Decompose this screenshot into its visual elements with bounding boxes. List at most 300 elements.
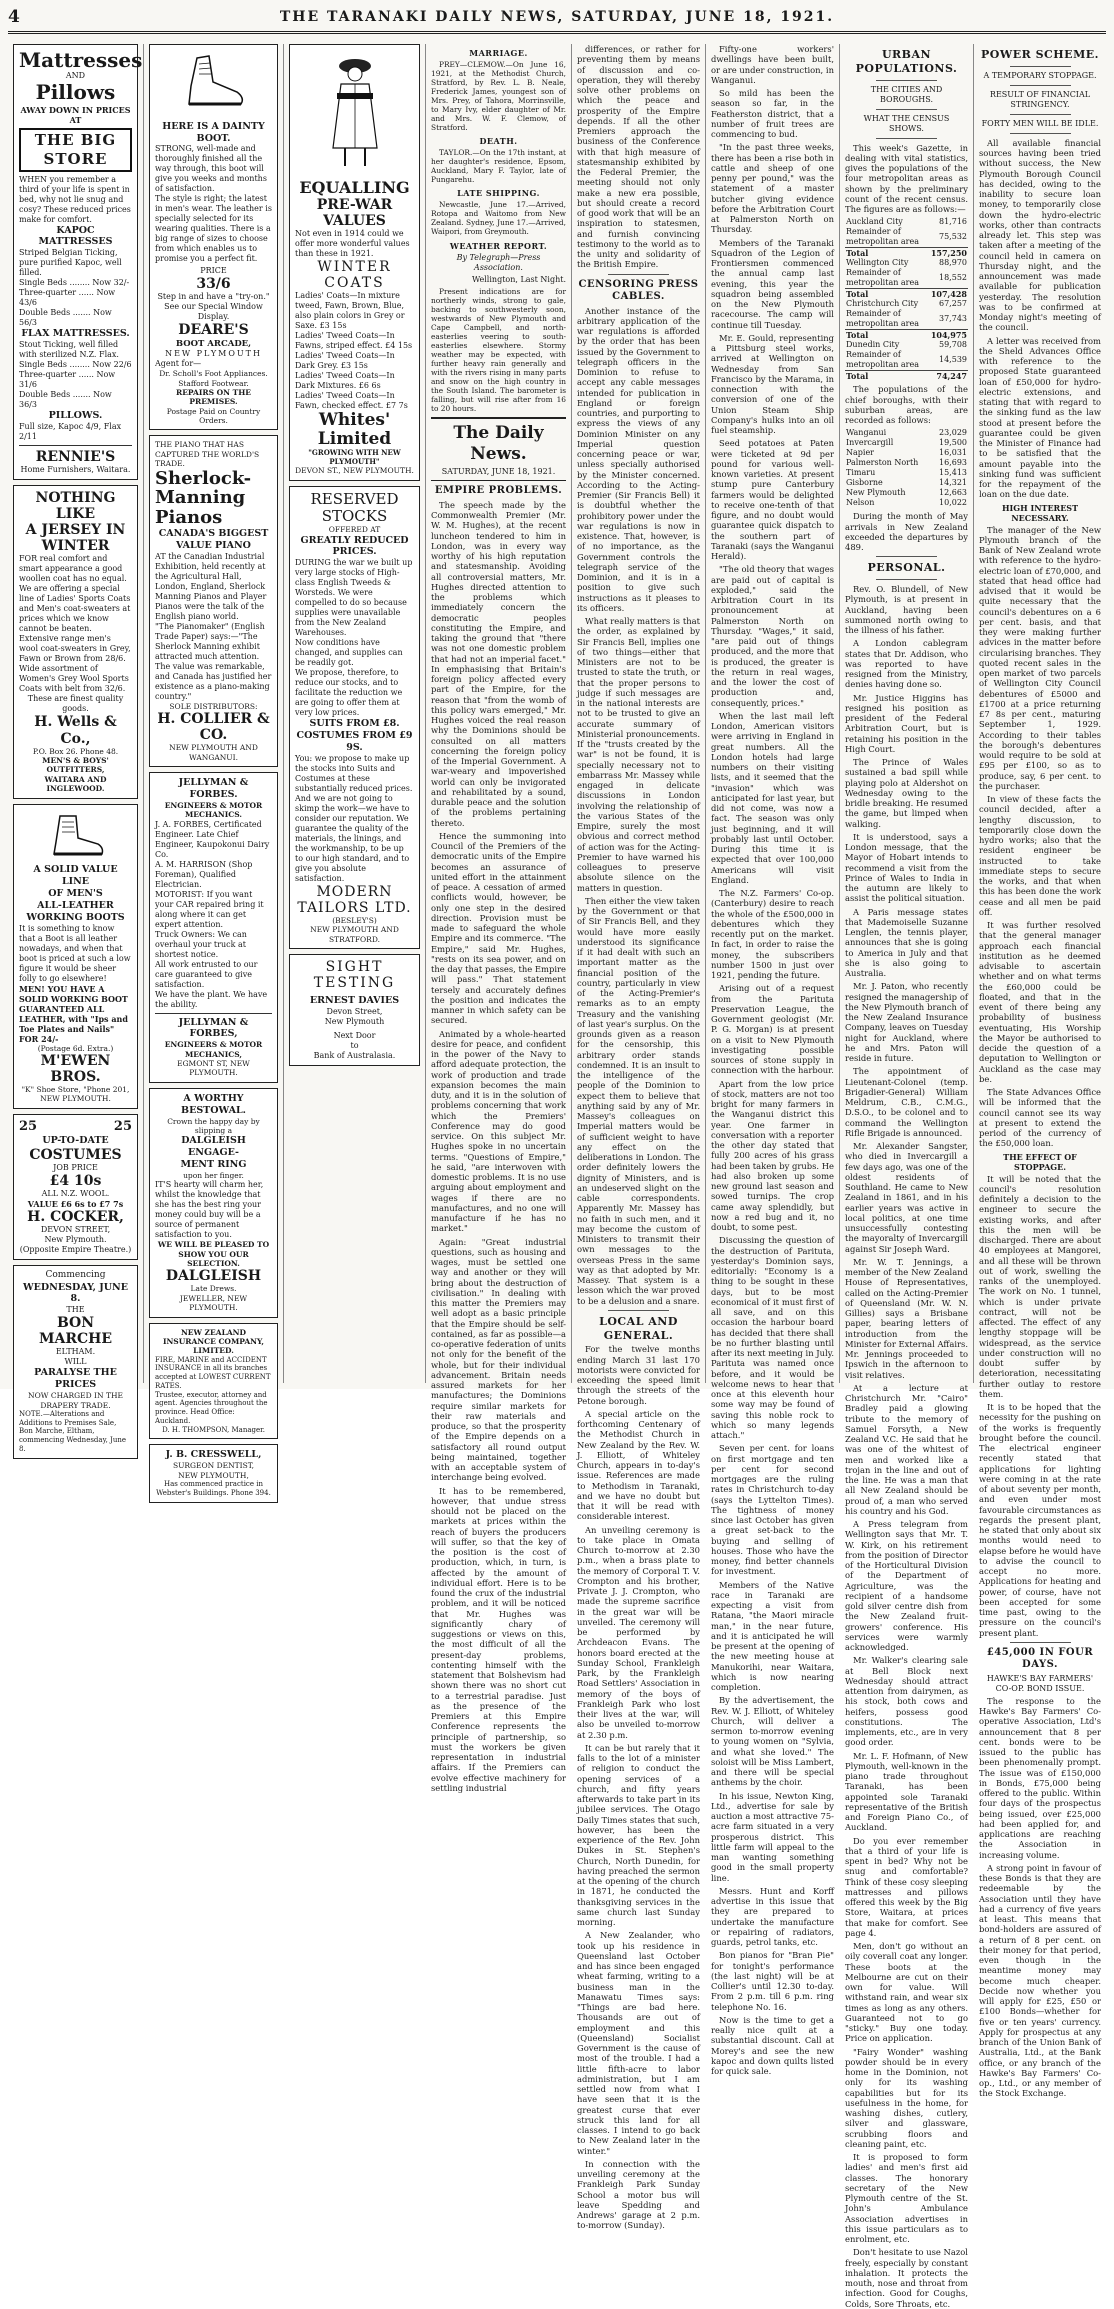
ad-text: SOLE DISTRIBUTORS: (169, 701, 258, 711)
ad-heading: EQUALLING (299, 177, 410, 197)
table-row (845, 371, 968, 382)
article-paragraph: Arising out of a request from the Parituta Preservation League, the Government geologist (Mr. P. G. Morgan) is at present on a visit to New Plymouth investigating possible sources of stone supply in connection with the harbour. (711, 983, 834, 1076)
table-row (845, 428, 968, 438)
population-table (845, 217, 968, 381)
ad-text: PRICE (200, 266, 227, 276)
article-paragraph: An unveiling ceremony is to take place in Omata Church to-morrow at 2.30 p.m., when a brass plate to the memory of Corporal T. V. Crompton and his brother, Private J. J. Crompton, who made the supreme sacrifice in the great war will be unveiled. The ceremony will be performed by Archdeacon Evans. The honors board erected at the Sunday School, Frankleigh Park, by the Frankleigh Road Settlers' Association in memory of the boys of Frankleigh Park who lost their lives at the war, will also be unveiled to-morrow at 2.30 p.m. (577, 1524, 700, 1740)
table-cell-value: 14,539 (939, 355, 967, 365)
table-cell-name: Remainder of metropolitan area (846, 268, 920, 288)
ad-text: AT the Canadian Industrial Exhibition, held recently at the Agricultural Hall, London, England, Sherlock Manning Pianos and Player Pianos were the talk of the English piano world. (155, 551, 267, 621)
ad-text: Agent for— (155, 359, 202, 369)
article-paragraph: Again: "Great industrial questions, such as housing and wages, must be settled one way and another or they will bring about the destruction of civilisation." In dealing with this matter the Premiers may well adopt as a basic principle that the Empire should be self-contained, as far as possible—a co-operative federation of units not only for the benefit of the whole, but for their individual advancement. Britain needs assured markets for her manufactures; the Dominions require similar markets for their raw materials and produce, so that the prosperity of the Empire depends on a satisfactory all round output being maintained, together with an acceptable system of interchange being evolved. (431, 1236, 566, 1483)
ad-subheading: KAPOC MATTRESSES (38, 224, 113, 248)
ad-heading: A WORTHY (183, 1092, 244, 1104)
ad-text: ELTHAM. (55, 1347, 96, 1357)
table-row (845, 498, 968, 508)
shop-name: H. COLLIER & CO. (157, 711, 270, 744)
ad-text: We propose, therefore, to reduce our stocks, and to facilitate the reduction we are going to offer them at very low prices. (295, 668, 403, 718)
table-cell-name: Total (845, 248, 930, 259)
article-paragraph: Apart from the low price of stock, matters are not too bright for many farmers in the Wanganui district this year. One farmer in conversation with a reporter the other day stated that fully 200 acres of his grass had been taken by grubs. He had also broken up some new ground last season and sowed turnips. The crop came away splendidly, but now a red bug and it, no doubt, to some pest. (711, 1078, 834, 1232)
shop-name: H. Wells & Co., (34, 714, 117, 747)
ad-text: WHEN you remember a third of your life is spent in bed, why not lie snug and cosy? These reduced prices make for comfort. (19, 174, 131, 224)
ad-text: ENGINEERS & MOTOR MECHANICS. (164, 800, 263, 820)
ad-text: See our Special Window Display. (164, 302, 263, 322)
ad-text: NOW CHARGED IN THE DRAPERY TRADE. (28, 1391, 123, 1410)
table-cell-value: 12,663 (939, 488, 967, 498)
shop-address: "K" Shoe Store, "Phone 201, NEW PLYMOUTH. (21, 1085, 130, 1104)
article-paragraph: The Prince of Wales sustained a bad spill while playing polo at Aldershot on Wednesday owing to the bridle breaking. He resumed the game, but limped when walking. (845, 757, 968, 829)
ad-heading: STOCKS (321, 506, 388, 525)
article-paragraph: Messrs. Hunt and Korff advertise in this issue that they are prepared to undertake the manufacture or repairing of radiators, guards, petrol tanks, etc. (711, 1885, 834, 1947)
article-paragraph: Fifty-one workers' dwellings have been built, or are under construction, in Wanganui. (711, 44, 834, 85)
ad-text: IT'S hearty will charm her, whilst the knowledge that she has the best ring your money could buy will be a source of permanent satisfaction to you. (155, 1180, 264, 1240)
ad-text: Striped Belgian Ticking, pure purified Kapoc, well filled. (19, 248, 122, 278)
article-paragraph: It can be but rarely that it falls to the lot of a minister of religion to conduct the opening services of a church, and fifty years afterwards to take part in its jubilee services. The Otago Daily Times states that such, however, has been the experience of the Rev. John Dukes in St. Stephen's Church, North Dunedin, for having preached the sermon at the opening of the church in 1871, he conducted the thanksgiving services in the same church last Sunday morning. (577, 1742, 700, 1927)
shop-address: New Plymouth. (44, 1235, 107, 1245)
ad-text: FIRE, MARINE and ACCIDENT INSURANCE in all its branches accepted at LOWEST CURRENT RATES. (155, 1355, 271, 1390)
ad-heading: A JERSEY IN (25, 522, 126, 539)
shoe-illustration (179, 52, 249, 114)
ad-heading: WINTER (41, 538, 110, 555)
table-cell-value: 104,975 (930, 330, 967, 341)
article-paragraph: Do you ever remember that a third of your life is spent in bed? Why not be snug and comfortable? Think of these cosy sleeping mattresses and pillows offered this week by the Big Store, Waitara, at prices that make for comfort. See page 4. (845, 1835, 968, 1938)
ad-subheading: FLAX MATTRESSES. (21, 328, 130, 340)
article-paragraph: In his issue, Newton King, Ltd., advertise for sale by auction a most attractive 75-acre farm situated in a very prosperous district. This little farm will appeal to the man wanting something good in the small property line. (711, 1790, 834, 1883)
ad-text: Late Drews. (190, 1284, 237, 1294)
article-subheading: THE EFFECT OF STOPPAGE. (1003, 1151, 1077, 1172)
article-paragraph: Men, don't go without an oily coverall coat any longer. These boots at the Melbourne are cut on their own for value. Will withstand rain, and wear six times as long as any others. Guaranteed not to go "sticky." Buy one today. Price on application. (845, 1941, 968, 2044)
shop-address: WAITARA AND INGLEWOOD. (44, 774, 107, 794)
ad-text: You: we propose to make up the stocks into Suits and Costumes at these substantially reduced prices. And we are not going to skimp the work—we have to consider our reputation. We guarantee the quality of the materials, the linings, and the workmanship, to be up to our high standard, and to give you absolute satisfaction. (295, 753, 413, 883)
ad-bon-marche (13, 1265, 138, 1458)
coat-line: Ladies' Tweed Coats—In Dark Grey. £3 15s (295, 351, 395, 371)
shop-name: H. COCKER, (27, 1209, 124, 1226)
table-cell-name: Remainder of metropolitan area (846, 350, 920, 370)
ad-text: WEDNESDAY, JUNE 8. (23, 1281, 128, 1305)
article-paragraph: A letter was received from the Sheld Advances Office with reference to the proposed State guaranteed loan of £50,000 for hydro-electric extensions, and stating that with regard to the sinking fund as the law stood at present before the guarantee could be given the Minister of Finance had to be satisfied that the amount payable into the sinking fund was sufficient for the repayment of the loan on the due date. (979, 335, 1101, 500)
article-paragraph: The N.Z. Farmers' Co-op. (Canterbury) desire to reach the whole of the £500,000 in debentures which they recently put on the market. In fact, in order to raise the money, the subscribers number 1500 in just over 1921, pending the future. (711, 888, 834, 980)
shop-address: DEVON ST., NEW PLYMOUTH. (295, 466, 414, 476)
article-heading: £45,000 IN FOUR DAYS. (986, 1646, 1094, 1671)
article-paragraph: It has to be remembered, however, that undue stress should not be placed on the markets at prices within the reach of buyers the producers will suffer, so that the key of the position is the cost of production, which, in turn, is affected by the amount of individual effort. Here is to be found the crux of the industrial problem, and it will be noticed that Mr. Hughes was significantly chary of suggestions or views on this, the most difficult of all the present-day problems, contenting himself with the statement that Bolshevism had shown there was no short cut to a terrestrial paradise. Just as the presence of the Premiers at this Empire Conference represents the principle of partnership, so must the workers be given representation in industrial affairs. If the Premiers can evolve effective machinery for settling industrial (431, 1485, 566, 1793)
article-paragraph: Animated by a whole-hearted desire for peace, and confident in the power of the Navy to afford adequate protection, the work of production and trade expansion becomes the main duty, and it is in the solution of problems concerning that work which the Premiers' Conference may do good service. On this subject Mr. Hughes spoke in no uncertain terms. "Questions of Empire," he said, "are interwoven with domestic problems. It is no use arguing about employment and wages if there are no manufactures, and no one will manufacture if he has no market." (431, 1028, 566, 1234)
ad-text: NEW PLYMOUTH, (178, 1470, 249, 1480)
ad-text: Step in and have a "try-on." (157, 292, 270, 302)
table-cell-name: Dunedin City (846, 340, 900, 350)
article-paragraph: Members of the Native race in Taranaki are expecting a visit from Ratana, "the Maori miracle man," in the near future, and it is anticipated he will be present at the opening of the new meeting house at Manukorihi, near Waitara, which is now nearing completion. (711, 1579, 834, 1692)
ad-heading: Sherlock- (155, 467, 252, 489)
column-4 (426, 44, 572, 1793)
shop-address: MEN'S & BOYS' OUTFITTERS, (42, 756, 109, 775)
coat-line: Ladies' Tweed Coats—In Fawns, striped effect. £4 15s (295, 331, 413, 351)
article-paragraph: A Paris message states that Mademoiselle Suzanne Lenglen, the tennis player, announces that she is going to America in July and that she is also going to Australia. (845, 906, 968, 978)
article-paragraph: Rev. O. Blundell, of New Plymouth, is at present in Auckland, having been summoned north owing to the illness of his father. (845, 584, 968, 635)
table-row (845, 458, 968, 468)
ad-text: THE (66, 1305, 85, 1315)
ad-number: 25 (19, 1118, 38, 1134)
newspaper-title: The Daily News. (453, 422, 544, 465)
ad-text: Postage Paid on Country Orders. (166, 406, 261, 426)
table-row (845, 289, 968, 300)
ad-text: Not even in 1914 could we offer more wonderful values than these in 1921. (295, 229, 410, 259)
price-line: Single Beds ........ Now 32/- (19, 278, 130, 288)
price-line: Double Beds ....... Now 56/3 (19, 308, 112, 328)
article-paragraph: The State Advances Office will be informed that the council cannot see its way at present to extend the period of the currency of the £50,000 loan. (979, 1087, 1101, 1149)
ad-text: Crown the happy day by slipping a (167, 1116, 260, 1135)
table-cell-name: Gisborne (846, 478, 883, 488)
table-cell-value: 59,708 (939, 340, 967, 350)
masthead-title: THE TARANAKI DAILY NEWS, SATURDAY, JUNE 18, 1921. (279, 8, 835, 25)
price: SUITS FROM £8. (309, 718, 400, 730)
ad-text: MOTORIST: If you want your CAR repaired bring it along where it can get expert attention. (155, 889, 264, 929)
ad-text: All work entrusted to our care guaranteed to give satisfaction. (155, 959, 258, 989)
price: COSTUMES FROM £9 9S. (296, 730, 413, 754)
notice-text: TAYLOR.—On the 17th instant, at her daughter's residence, Epsom, Auckland, Mary F. Taylor, late of Pungarehu. (431, 148, 566, 185)
table-cell-name: Total (845, 330, 930, 341)
ad-heading: A SOLID VALUE LINE (33, 864, 118, 888)
ad-text: ALL N.Z. WOOL. (41, 1189, 110, 1199)
section-heading: WEATHER REPORT. (449, 240, 548, 251)
ad-text: REPAIRS ON THE PREMISES. (175, 387, 251, 407)
article-paragraph: "Fairy Wonder" washing powder should be in every home in the Dominion, not only for its washing capabilities but for its usefulness in the home, for washing dishes, cutlery, silver and glassware, scrubbing floors and cleaning paint, etc. (845, 2046, 968, 2149)
table-cell-name: Remainder of metropolitan area (846, 309, 920, 329)
table-cell-value: 157,250 (930, 248, 967, 259)
shop-name: RENNIE'S (35, 449, 116, 465)
table-row (845, 478, 968, 488)
article-paragraph: Mr. Walker's clearing sale at Bell Block next Wednesday should attract attention from dairymen, as his stock, both cows and heifers, possess good constitutions. The implements, etc., are in very good order. (845, 1655, 968, 1748)
article-paragraph: A Press telegram from Wellington says that Mr. T. W. Kirk, on his retirement from the position of Director of the Horticultural Division of the Department of Agriculture, was the recipient of a handsome gold silver centre dish from the New Zealand fruit-growers' conference. His services were warmly acknowledged. (845, 1519, 968, 1652)
ad-heading: NOTHING LIKE (35, 490, 116, 523)
ad-heading: OF MEN'S (48, 887, 103, 899)
ad-text: STRONG, well-made and thoroughly finished all the way through, this boot will give you weeks and months of satisfaction. (155, 144, 267, 194)
article-paragraph: The manager of the New Plymouth branch of the Bank of New Zealand wrote with reference to the hydro-electric loan of £70,000, and stated that head office had advised that it would be quite necessary that the council's debentures on a 6 per cent. basis, and that they were making further advices in the matter before circularising branches. They quoted recent sales in the open market of two parcels of Wellington City Council debentures of £5000 and £1700 at a price returning £7 8s per cent., maturing September 1, 1929. According to their tables the borough's debentures would require to be sold at £95 per £100, so as to produce, say, 6 per cent. to the purchaser. (979, 524, 1101, 791)
table-cell-value: 19,500 (939, 438, 967, 448)
ad-text: D. H. THOMPSON, Manager. (162, 1425, 265, 1434)
byline: By Telegraph—Press Association. (456, 252, 541, 272)
shop-address: EGMONT ST, NEW PLYMOUTH. (177, 1059, 250, 1078)
borough-table (845, 428, 968, 508)
price-line: Full size, Kapoc 4/9, Flax 2/11 (19, 422, 122, 441)
table-cell-value: 67,257 (939, 299, 967, 309)
column-2 (144, 44, 284, 1497)
woman-in-coat-illustration (315, 52, 395, 172)
article-paragraph: Then either the view taken by the Government or that of Sir Francis Bell, and they would have more easily understood its significance if it had dealt with such an important matter as the financial position of the country, particularly in view of the Acting-Premier's remarks as to an empty Treasury and the vanishing of last year's surplus. On the grounds given as a reason for the censorship, this arbitrary order stands condemned. It is an insult to the intelligence of the people of the Dominion to expect them to believe that anything said by any of Mr. Massey's colleagues on Imperial matters would be of sufficient weight to have any effect on the deliberations in London. The order definitely lowers the dignity of Ministers, and is an undeserved slight on the cable correspondents. Apparently Mr. Massey has no faith in such men, and it may become the custom of Ministers to transmit their own messages to the overseas Press in the same way as that adopted by Mr. Massey. That system is a lesson which the war proved to be a delusion and a snare. (577, 895, 700, 1306)
ad-heading: BESTOWAL. (181, 1104, 246, 1116)
ad-text: UP-TO-DATE (42, 1135, 109, 1147)
table-row (845, 438, 968, 448)
ad-text: ENGINEERS & MOTOR MECHANICS, (164, 1040, 263, 1059)
table-cell-value: 74,247 (930, 371, 968, 382)
table-cell-value: 37,743 (939, 314, 967, 324)
ad-mcewen (13, 804, 138, 1109)
ad-text: upon her finger. (183, 1170, 244, 1180)
section-heading: DEATH. (479, 136, 518, 147)
ad-text: The style is right; the latest in men's wear. The leather is specially selected for its wearing qualities. There is a big range of sizes to choose from which enables us to promise you a perfect fit. (155, 194, 272, 264)
ad-text: to (350, 1041, 359, 1051)
article-paragraph: A strong point in favour of these Bonds is that they are redeemable by the Association until they have had a currency of five years at least. This means that bond-holders are assured of a return of 8 per cent. on their money for that period, even though in the meantime money may become much cheaper. Decide now whether you will apply for £25, £50 or £100 Bonds—whether for five or ten years' currency. Apply for prospectus at any branch of the Union Bank of Australia, Ltd., at the Bank office, or any branch of the Hawke's Bay Farmers' Co-op., Ltd., or any member of the Stock Exchange. (979, 1862, 1101, 2099)
table-cell-name: Total (845, 289, 930, 300)
dateline: Wellington, Last Night. (471, 274, 566, 284)
section-heading: LATE SHIPPING. (457, 188, 540, 199)
ad-text: SURGEON DENTIST, (172, 1461, 255, 1471)
notice-text: PREY—CLEMOW.—On June 16, 1921, at the Methodist Church, Stratford, by Rev. L. B. Neale, Frederick James, youngest son of Mrs. Prey, of Tahora, Morrinsville, to Mary Ivy, elder daughter of Mr. and Mrs. W. F. Clemow, of Stratford. (431, 60, 566, 133)
article-subheading: WHAT THE CENSUS SHOWS. (863, 113, 950, 133)
table-cell-value: 16,693 (939, 458, 967, 468)
ad-text: Has commenced practice in Webster's Buildings. Phone 394. (156, 1480, 271, 1497)
article-paragraph: All available financial sources having been tried without success, the New Plymouth Borough Council has decided, owing to the inability to secure loan money, to temporarily close down the hydro-electric works, other than contracts already let. This step was taken after a meeting of the council held in camera on Thursday night, and the announcement was made available for publication yesterday. The resolution was to be confirmed at Monday night's meeting of the council. (979, 137, 1101, 333)
ad-text: Commencing (45, 1270, 106, 1281)
ad-text: DALGLEISH (181, 1135, 246, 1147)
coat-line: Ladies' Tweed Coats—In Fawn, checked effect. £7 7s (295, 391, 408, 411)
shop-name: M'EWEN BROS. (40, 1052, 111, 1085)
article-paragraph: Hence the summoning into Council of the Premiers of the democratic units of the Empire becomes an assurance of united effort in the attainment of peace. A cessation of armed conflicts would, however, be only one step in the desired direction. Provision must be made to safeguard the whole Empire and its commerce. "The Empire," said Mr. Hughes, "rests on its sea power, and on the day that passes, the Empire will pass." That statement tersely and accurately defines the position and indicates the manner in which safety can be secured. (431, 830, 566, 1026)
table-cell-name: Christchurch City (846, 299, 919, 309)
ad-text: JOB PRICE (53, 1163, 98, 1173)
shop-address: WANGANUI. (189, 752, 238, 762)
table-row (845, 330, 968, 341)
ad-text: (BESLEY'S) (332, 916, 377, 926)
article-paragraph: It is to be hoped that the necessity for the pushing on of the works is frequently brought before the council. The electrical engineer recently stated that applications for lighting were coming in at the rate of about seventy per month, and even under most favourable circumstances as regards the present plant, he stated that only about six months would need to elapse before he would have to advise the council to accept no more. Applications for heating and power, of course, have not been accepted for some time past, owing to the pressure on the council's present plant. (979, 1402, 1101, 1638)
ad-text: Stout Ticking, well filled with sterilized N.Z. Flax. (19, 340, 119, 360)
ad-heading: TESTING (313, 975, 396, 992)
article-paragraph: In view of these facts the council decided, after a lengthy discussion, to temporarily close down the hydro works; also that the resident engineer be instructed to take immediate steps to secure the works, and that when this has been done the work cease and all men be paid off. (979, 794, 1101, 917)
table-cell-name: Auckland City (846, 217, 903, 227)
article-paragraph: It is understood, says a London message, that the Mayor of Hobart intends to recommend a visit from the Prince of Wales to India in the autumn are likely to assist the political situation. (845, 831, 968, 904)
ad-subheading: PILLOWS. (48, 410, 103, 422)
article-paragraph: The populations of the chief boroughs, with their suburban areas, are recorded as follows: (845, 384, 968, 425)
table-cell-value: 15,413 (939, 468, 967, 478)
ad-text: Trustee, executor, attorney and agent. Agencies throughout the province. Head Office: Auckland. (155, 1390, 268, 1425)
article-paragraph: Seven per cent. for loans on first mortgage and ten per cent for second mortgages are the ruling rates in Christchurch to-day (says the Lyttelton Times). The tightness of money since last October has given a great set-back to the buying and selling of houses. Those who have the money, find better channels for investment. (711, 1443, 834, 1577)
table-cell-value: 10,022 (939, 498, 967, 508)
table-row (845, 217, 968, 227)
article-paragraph: The speech made by the Commonwealth Premier (Mr. W. M. Hughes), at the recent luncheon tendered to him in London, was in every way worthy of his high reputation and statesmanship. Avoiding all controversial matters, Mr. Hughes directed attention to the problems which immediately concern the democratic peoples constituting the Empire, and taking the ground that "there was not one domestic problem that had not an imperial facet." In emphasising that Britain's foreign policy affected every part of the Empire, for the reason that "from the womb of this policy wars emerged," Mr. Hughes voiced the real reason why the Dominions should be consulted on all matters concerning the foreign policy of the Imperial Government. A war-weary and impoverished world can only be invigorated and rehabilitated by a sound, durable peace and the solution of the problems pertaining thereto. (431, 499, 566, 828)
shop-address: New Plymouth (324, 1017, 385, 1027)
article-subheading: A TEMPORARY STOPPAGE. (983, 70, 1097, 80)
article-paragraph: During the month of May arrivals in New Zealand exceeded the departures by 489. (845, 511, 968, 552)
article-heading: PERSONAL. (867, 561, 946, 575)
article-heading: CENSORING PRESS CABLES. (578, 278, 699, 302)
article-paragraph: When the last mail left London, American visitors were arriving in England in great numbers. All the London hotels had large numbers on their visiting lists, and it seemed that the "invasion" which was anticipated for last year, but did not come, was now a fact. The season was only just beginning, and it will probably last until October. During this time it is expected that over 100,000 Americans will visit England. (711, 710, 834, 885)
article-paragraph: This week's Gazette, in dealing with vital statistics, gives the populations of the four metropolitan areas as shown by the preliminary count of the recent census. The figures are as follows:— (845, 142, 968, 214)
shop-address: NEW PLYMOUTH AND (169, 743, 258, 753)
article-paragraph: By the advertisement, the Rev. W. J. Elliott, of Whiteley Church, will deliver a sermon to-morrow evening to young women on "Sylvia, and what she loved." The soloist will be Miss Lambert, and there will be special anthems by the choir. (711, 1695, 834, 1788)
shop-name: ERNEST DAVIES (309, 995, 400, 1007)
column-5 (572, 44, 706, 2231)
ad-text: Now conditions have changed, and supplies can be readily got. (295, 638, 403, 668)
article-paragraph: A special article on the forthcoming Centenary of the Methodist Church in New Zealand by the Rev. W. J. Elliott, of Whiteley Church, appears in to-day's issue. References are made to Methodism in Taranaki, and we have no doubt but that it will be read with considerable interest. (577, 1408, 700, 1522)
table-cell-name: New Plymouth (846, 488, 906, 498)
ad-text: AND (65, 71, 86, 80)
ad-heading: PRE-WAR VALUES (316, 197, 393, 230)
ad-heading: Pillows (35, 80, 116, 104)
ad-text: PARALYSE THE PRICES (34, 1367, 117, 1391)
ad-text: Next Door (333, 1031, 376, 1041)
ad-text: MEN! YOU HAVE A SOLID WORKING BOOT GUARANTEED ALL LEATHER, with "Ips and Toe Plates and Nails" FOR 24/- (19, 983, 128, 1044)
ad-text: Bank of Australasia. (313, 1051, 396, 1061)
article-paragraph: "The old theory that wages are paid out of capital is exploded," said the Arbitration Court in its pronouncement at Palmerston North on Thursday. "Wages," it said, "are paid out of things produced, and the more that is produced, the greater is the return in real wages, and the lower the cost of production and, consequently, prices." (711, 564, 834, 708)
ad-text: VALUE £6 6s to £7 7s (27, 1199, 124, 1210)
ad-heading: JELLYMAN & FORBES, (178, 1016, 249, 1040)
ad-heading: Manning (155, 487, 246, 509)
ad-heading: RESERVED (310, 489, 399, 508)
table-row (845, 309, 968, 330)
article-paragraph: Now is the time to get a really nice quilt at a substantial discount. Call at Morey's and see the new kapoc and down quilts listed for quick sale. (711, 2014, 834, 2076)
ad-heading: HERE IS A DAINTY (162, 120, 265, 132)
ad-heading: COSTUMES (29, 1146, 122, 1163)
ad-number: 25 (113, 1118, 132, 1134)
article-heading: LOCAL AND GENERAL. (599, 1314, 678, 1342)
shop-name: BON MARCHE (38, 1315, 113, 1348)
shop-address: (Opposite Empire Theatre.) (19, 1245, 132, 1255)
table-cell-name: Wellington City (846, 258, 909, 268)
article-subheading: RESULT OF FINANCIAL STRINGENCY. (989, 89, 1091, 109)
table-row (845, 268, 968, 289)
column-6 (706, 44, 840, 2076)
ad-text: GREATLY REDUCED PRICES. (300, 534, 409, 558)
article-paragraph: A New Zealander, who took up his residence in Queensland last October and has since been engaged wheat farming, writing to a business man in the Manawatu Times says: "Things are bad here. Thousands are out of employment and this (Queensland) Socialist Government is the cause of most of the trouble. I had a little fifth-acre to labor administration, but I am settled now from what I have seen that it is the greatest curse that ever struck this land for all classes. I intend to go back to New Zealand later in the winter." (577, 1930, 700, 2156)
price: 33/6 (196, 276, 231, 293)
article-paragraph: So mild has been the season so far, in the Featherston district, that a number of fruit trees are commencing to bud. (711, 88, 834, 139)
article-subheading: THE CITIES AND BOROUGHS. (870, 84, 943, 104)
ad-heading: Mattresses (19, 48, 143, 72)
ad-heading: SIGHT (325, 959, 384, 976)
column-7 (840, 44, 974, 2309)
article-paragraph: It was further resolved that the general manager approach each financial institution as he deemed advisable to ascertain whether and on what terms the £60,000 could be floated, and that in the event of there being any probability of business eventuating, His Worship the Mayor be authorised to decide the question of a deputation to Wellington or Auckland as the case may be. (979, 920, 1101, 1084)
table-row (845, 468, 968, 478)
ad-ernest-davies (289, 954, 420, 1066)
shop-address: JEWELLER, NEW PLYMOUTH. (179, 1293, 248, 1313)
ad-text: NOTE.—Alterations and Additions to Premises Sale, Bon Marche, Eltham, commencing Wednesday, June 8. (19, 1409, 127, 1453)
table-row (845, 350, 968, 371)
article-paragraph: "In the past three weeks, there has been a rise both in cattle and sheep of one penny per pound," was the statement of a master butcher giving evidence before the Arbitration Court at Palmerston North on Thursday. (711, 142, 834, 235)
price-line: Three-quarter ...... Now 43/6 (19, 288, 116, 308)
ad-text: "The Pianomaker" (English Trade Paper) says:—"The Sherlock Manning exhibit attracted much attention. The value was remarkable, and Canada has justified her existence as a piano-making country." (155, 621, 272, 701)
table-cell-name: Total (845, 371, 930, 382)
article-paragraph: Don't hesitate to use Nazol freely, especially by constant inhalation. It protects the mouth, nose and throat from infection. Good for Coughs, Colds, Sore Throats, etc. (845, 2247, 968, 2309)
ad-cresswell (149, 1444, 278, 1502)
table-cell-value: 18,552 (939, 273, 967, 283)
ad-text: OFFERED AT (328, 525, 381, 535)
shop-name: DALGLEISH (165, 1268, 262, 1285)
ad-text: MENT RING (180, 1159, 247, 1171)
shop-name: TAILORS LTD. (297, 899, 412, 916)
table-row (845, 299, 968, 309)
article-paragraph: Another instance of the arbitrary application of the war regulations is afforded by the order that has been issued by the Government to telegraph officers in the Dominion to refuse to accept any cable messages intended for publication in England or foreign countries, and purporting to express the views of any Dominion Minister on any Imperial question concerning peace or war, unless specially authorised by the Minister concerned. According to the Acting-Premier (Sir Francis Bell) it is doubtful whether the prohibitory power under the war regulations is now in existence. That, however, is of no importance, as the Government controls the telegraph service of the Dominion, and it is in a position to give such instructions as it pleases to its officers. (577, 305, 700, 613)
shop-name: DEARE'S (178, 322, 249, 339)
table-row (845, 258, 968, 268)
shop-address: NEW PLYMOUTH AND STRATFORD. (310, 925, 399, 944)
ad-heading: WINTER (317, 259, 392, 276)
article-paragraph: A London cablegram states that Dr. Addison, who was reported to have resigned from the Ministry, denies having done so. (845, 638, 968, 690)
ad-text: Dr. Scholl's Foot Appliances. (159, 369, 268, 379)
table-cell-value: 16,031 (939, 448, 967, 458)
article-paragraph: Seed potatoes at Paten were ticketed at 9d per pound for various well-known varieties. At present stump pure Canterbury farmers would be delighted to receive one-tenth of that figure, and no doubt would guarantee quick dispatch to the southern part of Taranaki (says the Wanganui Herald). (711, 438, 834, 561)
price-line: Double Beds ....... Now 36/3 (19, 390, 112, 410)
ad-text: VALUE PIANO (176, 539, 251, 551)
article-paragraph: The appointment of Lieutenant-Colonel (temp. Brigadier-General) William Meldrum, C.B., C.M.G., D.S.O., to be colonel and to command the Wellington Rifle Brigade is announced. (845, 1066, 968, 1138)
shop-address: Home Furnishers, Waitara. (20, 465, 131, 475)
shop-name: MODERN (316, 883, 393, 900)
table-cell-value: 107,428 (930, 289, 967, 300)
article-subheading: FORTY MEN WILL BE IDLE. (981, 118, 1099, 128)
table-row (845, 248, 968, 259)
price: £4 10s (49, 1173, 102, 1190)
ad-text: Truck Owners: We can overhaul your truck at shortest notice. (155, 929, 247, 959)
shop-address: P.O. Box 26. Phone 48. (32, 746, 119, 756)
coat-line: Ladies' Tweed Coats—In Dark Mixtures. £6 6s (295, 371, 395, 391)
table-cell-name: Timaru (846, 468, 876, 478)
ad-text: THE PIANO THAT HAS CAPTURED THE WORLD'S TRADE. (155, 440, 260, 469)
ad-heading: J. B. CRESSWELL, (165, 1449, 262, 1461)
ad-nz-insurance (149, 1323, 278, 1440)
ad-heading: NEW ZEALAND INSURANCE COMPANY, LIMITED. (162, 1327, 265, 1356)
shop-name: BOOT ARCADE, (175, 338, 252, 349)
article-paragraph: For the twelve months ending March 31 last 170 motorists were convicted for exceeding the speed limit through the streets of the Petone borough. (577, 1344, 700, 1406)
ad-text: CANADA'S BIGGEST (158, 527, 269, 539)
table-cell-name: Palmerston North (846, 458, 919, 468)
shop-address: DEVON STREET, (40, 1225, 111, 1235)
table-cell-value: 23,029 (939, 428, 967, 438)
ad-text: We are offering a special line of Ladies' Sports Coats and Men's coat-sweaters at prices which we know cannot be beaten. (19, 584, 131, 634)
ad-heading: Pianos (155, 507, 223, 529)
ad-text: WE WILL BE PLEASED TO SHOW YOU OUR SELECTION. (157, 1240, 270, 1269)
page-number: 4 (8, 6, 20, 27)
article-paragraph: The response to the Hawke's Bay Farmers' Co-operative Association, Ltd's announcement that 8 per cent. bonds were to be issued to the public has been phenomenally prompt. The issue was of £150,000 in Bonds, £75,000 being offered to the public. Within four days of the prospectus being issued, over £25,000 had been applied for, and applications are reaching the Association in increasing volume. (979, 1695, 1101, 1860)
shop-name: Whites' Limited (317, 410, 392, 450)
table-row (845, 448, 968, 458)
article-paragraph: differences, or rather for preventing them by means of discussion and co-operation, they will thereby solve other problems on which the peace and prosperity of the Empire depends. If all the other Premiers approach the business of the Conference with that high measure of statesmanship exhibited by the Federal Premier, the meeting should not only make a new era possible, but should create a record of good work that will be an inspiration to statesmen, and furnish convincing testimony to the world as to the unity and solidarity of the British Empire. (577, 44, 700, 270)
ad-besley (289, 486, 420, 950)
price-line: Three-quarter ...... Now 31/6 (19, 370, 116, 390)
big-store-logo: THE BIG STORE (19, 128, 132, 172)
article-paragraph: It is proposed to form ladies' and men's first aid classes. The honorary secretary of the New Plymouth centre of the St. John's Ambulance Association advertises in this issue particulars as to enrolment, etc. (845, 2152, 968, 2244)
notice-text: Newcastle, June 17.—Arrived, Rotopa and Waitomo from New Zealand. Sydney, June 17.—Arrived, Waipori, from Greymouth. (431, 200, 566, 237)
ad-heading: BOOT. (196, 132, 231, 144)
table-row (845, 340, 968, 350)
ad-heading: ALL-LEATHER WORKING BOOTS (26, 899, 125, 923)
dateline: SATURDAY, JUNE 18, 1921. (441, 467, 556, 477)
ad-deare (149, 44, 278, 430)
ad-text: These are finest quality goods. (27, 694, 124, 714)
article-heading: EMPIRE PROBLEMS. (434, 485, 563, 497)
masthead (8, 4, 1106, 34)
ad-text: DURING the war we built up very large stocks of High-class English Tweeds & Worsteds. We were compelled to do so because supplies were unavailable from the New Zealand Warehouses. (295, 558, 413, 638)
article-paragraph: Members of the Taranaki Squadron of the Legion of Frontiersmen commenced the annual camp last evening, this year the squadron being assembled on the New Plymouth racecourse. The camp will continue till Tuesday. (711, 237, 834, 330)
ad-text: J. A. FORBES, Certificated Engineer. Late Chief Engineer, Kaupokonui Dairy Co. (155, 819, 270, 859)
notice-text: Present indications are for northerly winds, strong to gale, backing to southwesterly soon, westwards of New Plymouth and Cape Campbell, and north-easterlies veering to south-easterlies elsewhere. Stormy weather may be expected, with further heavy rain generally and with the rivers rising in many parts and snow on the high country in the South Island. The barometer is falling, but will rise after from 16 to 20 hours. (431, 286, 566, 413)
article-paragraph: Mr. W. T. Jennings, a member of the New Zealand House of Representatives, called on the Acting-Premier of Queensland (Mr. W. N. Gillies) says a Brisbane paper, bearing letters of introduction from the Minister for External Affairs. Mr. Jennings proceeded to Ipswich in the afternoon to visit relatives. (845, 1256, 968, 1380)
table-row (845, 488, 968, 498)
column-3 (284, 44, 426, 1383)
table-cell-value: 81,716 (939, 217, 967, 227)
shop-address: NEW PLYMOUTH (165, 349, 262, 359)
ad-heading: JELLYMAN & FORBES. (178, 777, 249, 800)
price-line: Single Beds ........ Now 22/6 (19, 360, 132, 370)
ad-text: Wide assortment of Women's Grey Wool Sports Coats with belt from 32/6. (19, 664, 129, 694)
ad-text: Extensive range men's wool coat-sweaters in Grey, Fawn or Brown from 28/6. (19, 634, 131, 664)
article-heading: URBAN POPULATIONS. (855, 48, 958, 75)
table-cell-name: Remainder of metropolitan area (846, 227, 920, 247)
article-paragraph: It will be noted that the council's resolution definitely a decision to the engineer to secure the existing works, and after this the men will be discharged. There are about 40 employees at Mangorei, and all these will be thrown out of work, swelling the ranks of the unemployed. The work on No. 1 tunnel, which is under private contract, will not be affected. The effect of any lengthy stoppage will be widespread, as the service under construction will no doubt suffer by deterioration, necessitating further outlay to restore them. (979, 1173, 1101, 1399)
ad-wells (13, 485, 138, 798)
article-paragraph: Mr. L. F. Hofmann, of New Plymouth, well-known in the piano trade throughout Taranaki, has been appointed sole Taranaki representative of the British and Foreign Piano Co., of Auckland. (845, 1750, 968, 1833)
table-cell-name: Invercargill (846, 438, 894, 448)
article-paragraph: Bon pianos for "Bran Pie" for tonight's performance (the last night) will be at Collier's until 12.30 to-day. From 2 p.m. till 6 p.m. ring telephone No. 16. (711, 1950, 834, 2012)
ad-text: It is something to know that a Boot is all leather nowadays, and when that boot is priced at such a low figure it would be sheer folly to go elsewhere! (19, 923, 131, 983)
ad-text: ENGAGE- (188, 1147, 239, 1159)
table-cell-value: 88,970 (939, 258, 967, 268)
